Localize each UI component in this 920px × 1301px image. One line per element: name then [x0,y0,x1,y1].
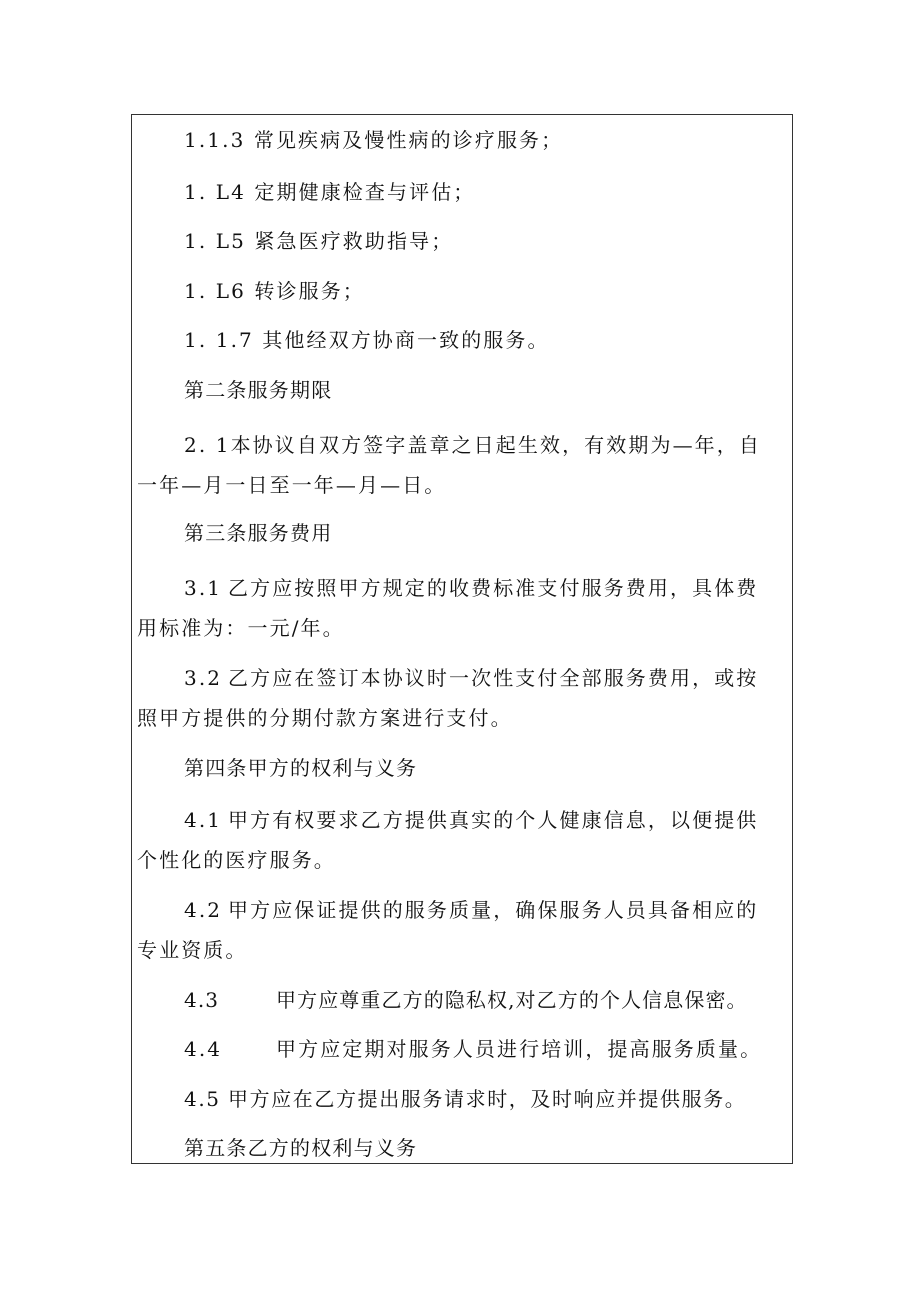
article-3-heading: 第三条服务费用 [184,521,333,545]
clause-number: 3.2 [184,666,223,690]
clause-4-1-line-2: 个性化的医疗服务。 [137,848,336,872]
clause-text: 甲方应在乙方提出服务请求时，及时响应并提供服务。 [228,1087,747,1111]
clause-number: 4.4 [184,1037,223,1061]
clause-text: 乙方应按照甲方规定的收费标准支付服务费用，具体费 [228,576,759,600]
article-5-heading: 第五条乙方的权利与义务 [184,1136,418,1160]
clause-3-1-line-1 [184,576,758,600]
clause-1-1-3: 1.1.3 常见疾病及慢性病的诊疗服务； [184,128,564,152]
clause-text: 甲方应保证提供的服务质量，确保服务人员具备相应的 [228,898,759,922]
clause-4-4 [184,1037,762,1061]
article-4-heading: 第四条甲方的权利与义务 [184,756,418,780]
clause-3-2-line-1 [184,666,758,690]
clause-text: 甲方有权要求乙方提供真实的个人健康信息，以便提供 [228,808,759,832]
clause-3-2-line-2: 照甲方提供的分期付款方案进行支付。 [137,706,513,730]
clause-4-5 [184,1087,746,1111]
clause-1-1-5: 1. L5 紧急医疗救助指导； [184,229,454,253]
clause-1-1-4: 1. L4 定期健康检查与评估； [184,180,476,204]
clause-1-1-7: 1. 1.7 其他经双方协商一致的服务。 [184,328,550,352]
clause-text: 甲方应定期对服务人员进行培训，提高服务质量。 [276,1037,763,1061]
clause-number: 4.2 [184,898,223,922]
clause-number: 4.3 [184,988,220,1012]
clause-4-2-line-1 [184,898,758,922]
clause-4-3 [184,988,748,1012]
clause-2-1-line-1: 2. 1本协议自双方签字盖章之日起生效，有效期为—年，自 [184,433,761,457]
clause-3-1-line-2: 用标准为：一元/年。 [137,616,345,640]
clause-1-1-6: 1. L6 转诊服务； [184,279,365,303]
clause-number: 4.5 [184,1087,221,1111]
clause-text: 甲方应尊重乙方的隐私权,对乙方的个人信息保密。 [276,988,748,1012]
clause-number: 4.1 [184,808,223,832]
clause-2-1-line-2: 一年—月一日至一年—月—日。 [137,473,447,497]
article-2-heading: 第二条服务期限 [184,378,333,402]
clause-4-2-line-2: 专业资质。 [137,938,248,962]
clause-text: 乙方应在签订本协议时一次性支付全部服务费用，或按 [228,666,759,690]
clause-4-1-line-1 [184,808,758,832]
clause-number: 3.1 [184,576,223,600]
